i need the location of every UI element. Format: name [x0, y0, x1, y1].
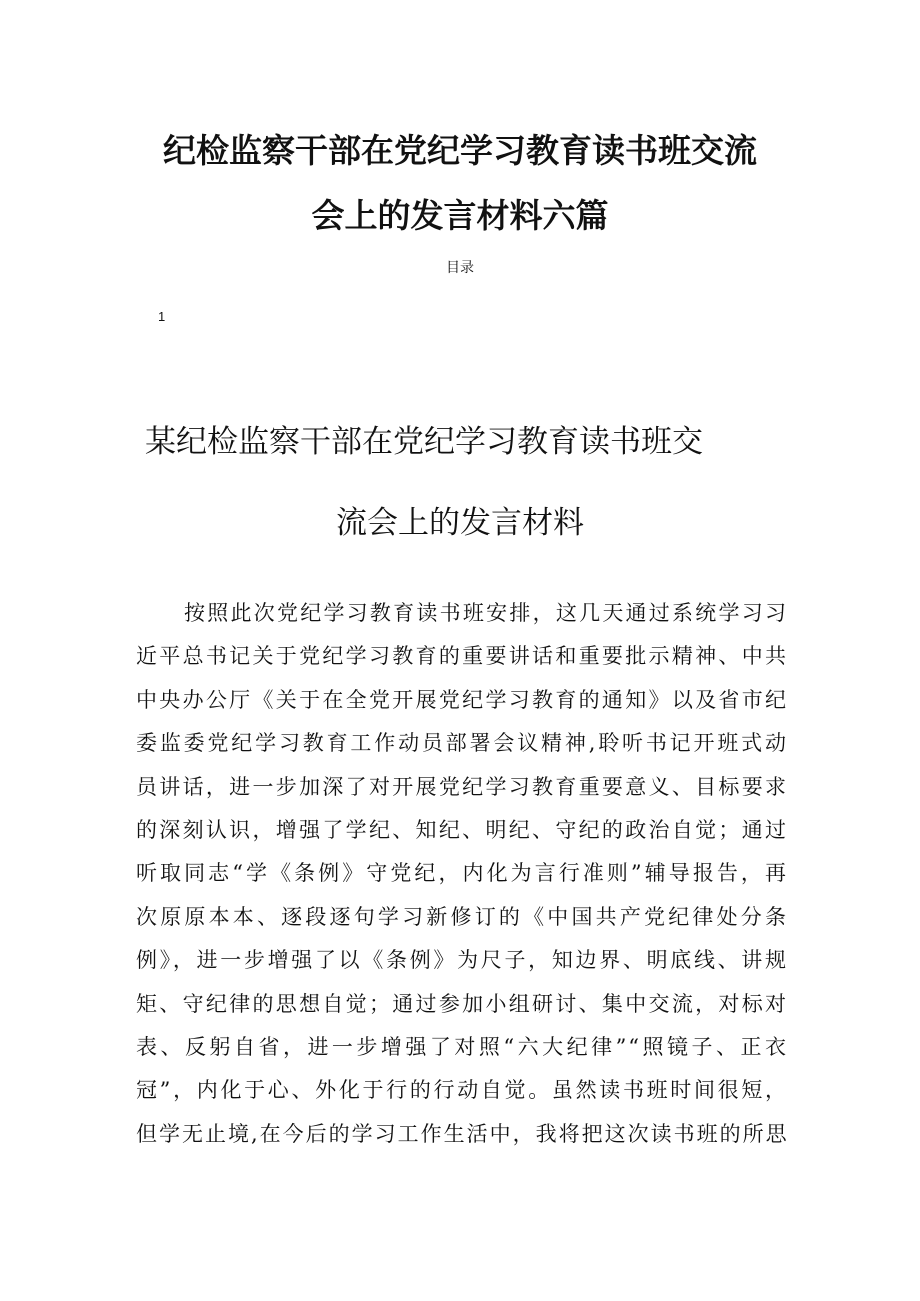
toc-label: 目录	[446, 260, 474, 276]
toc-entry-number: 1	[158, 309, 166, 324]
body-line: 委监委党纪学习教育工作动员部署会议精神,聆听书记开班式动	[136, 731, 788, 756]
body-line: 按照此次党纪学习教育读书班安排，这几天通过系统学习习	[184, 601, 788, 625]
body-line: 听取同志“学《条例》守党纪，内化为言行准则”辅导报告，再	[136, 861, 788, 886]
body-line: 的深刻认识，增强了学纪、知纪、明纪、守纪的政治自觉；通过	[136, 817, 788, 842]
body-line: 次原原本本、逐段逐句学习新修订的《中国共产党纪律处分条	[136, 904, 788, 929]
body-line: 表、反躬自省，进一步增强了对照“六大纪律”“照镜子、正衣	[136, 1034, 788, 1059]
article-body	[136, 592, 788, 1156]
article-title-line-2: 流会上的发言材料	[336, 505, 584, 541]
body-line: 矩、守纪律的思想自觉；通过参加小组研讨、集中交流，对标对	[136, 991, 788, 1016]
main-title-line-1: 纪检监察干部在党纪学习教育读书班交流	[163, 131, 757, 170]
body-line: 近平总书记关于党纪学习教育的重要讲话和重要批示精神、中共	[136, 644, 788, 669]
body-line: 中央办公厅《关于在全党开展党纪学习教育的通知》以及省市纪	[136, 687, 788, 712]
body-line: 员讲话，进一步加深了对开展党纪学习教育重要意义、目标要求	[136, 774, 788, 799]
main-title-line-2: 会上的发言材料六篇	[311, 196, 609, 235]
body-line: 例》，进一步增强了以《条例》为尺子，知边界、明底线、讲规	[136, 948, 788, 973]
article-title-line-1: 某纪检监察干部在党纪学习教育读书班交	[145, 424, 703, 460]
body-line: 但学无止境,在今后的学习工作生活中，我将把这次读书班的所思	[136, 1121, 789, 1146]
body-line: 冠”，内化于心、外化于行的行动自觉。虽然读书班时间很短，	[136, 1078, 788, 1103]
